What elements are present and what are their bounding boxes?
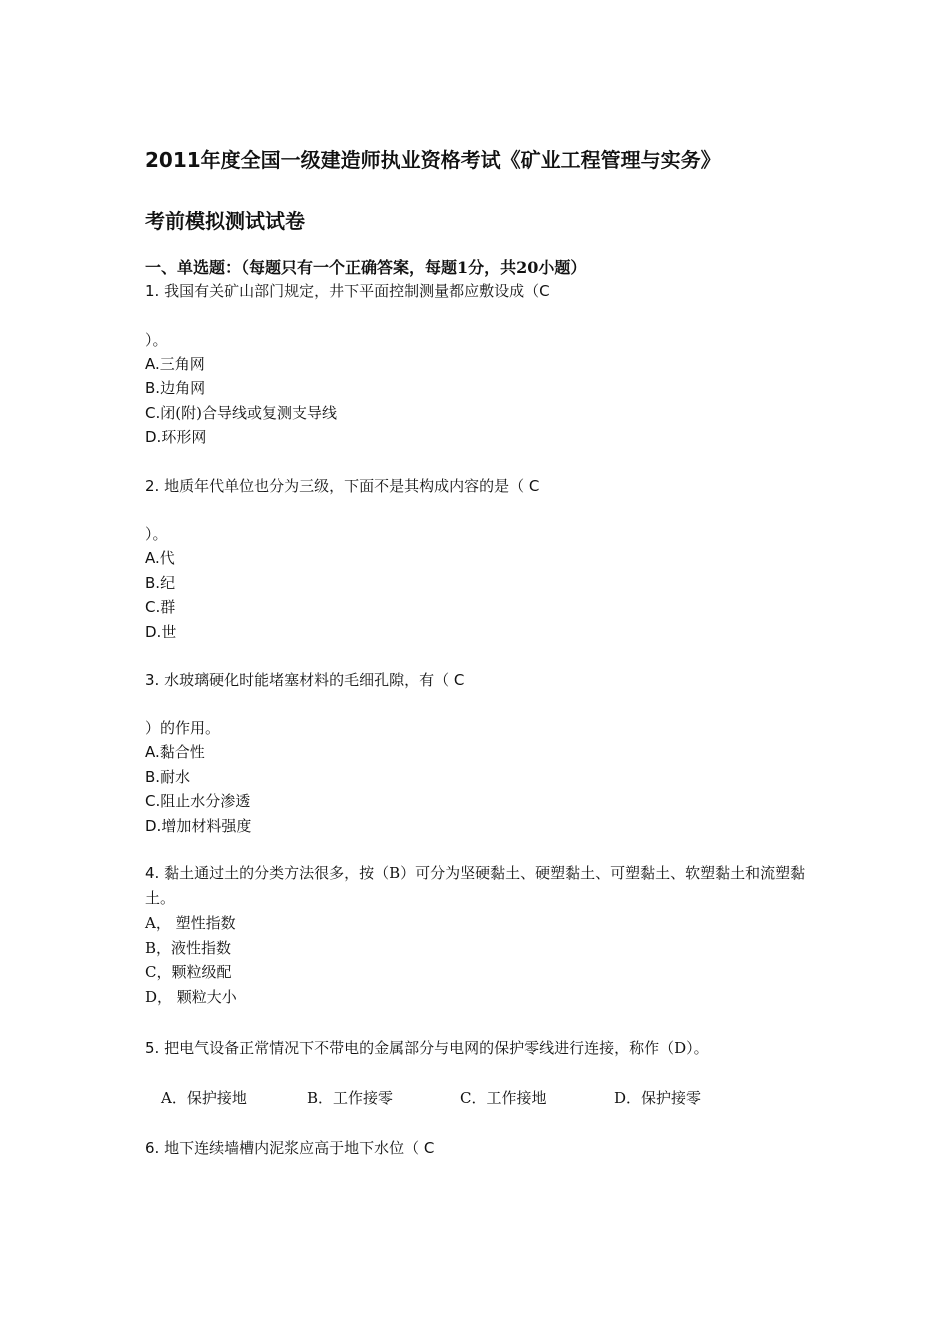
question-answer: C	[539, 282, 550, 300]
question-1-option-b: B.边角网	[145, 379, 206, 397]
question-text: 黏土通过土的分类方法很多，按（B）可分为坚硬黏土、硬塑黏土、可塑黏土、软塑黏土和流塑黏土。	[145, 864, 806, 907]
question-1-option-d: D.环形网	[145, 428, 207, 446]
question-5-option-a: A．保护接地	[161, 1089, 247, 1107]
question-4-option-a: A， 塑性指数	[145, 914, 236, 932]
question-3-option-b: B.耐水	[145, 768, 191, 786]
question-3-option-d: D.增加材料强度	[145, 817, 252, 835]
question-3-option-a: A.黏合性	[145, 743, 205, 761]
question-3-option-c: C.阻止水分渗透	[145, 792, 251, 810]
question-text: 地质年代单位也分为三级，下面不是其构成内容的是（	[159, 477, 529, 495]
question-5-option-b: B．工作接零	[307, 1089, 394, 1107]
question-4	[145, 861, 810, 911]
question-5	[145, 1037, 709, 1059]
question-text: 地下连续墙槽内泥浆应高于地下水位（	[159, 1139, 424, 1157]
question-5-option-c: C．工作接地	[460, 1089, 547, 1107]
question-4-option-c: C，颗粒级配	[145, 963, 232, 981]
question-5-option-d: D．保护接零	[614, 1089, 702, 1107]
question-4-option-d: D， 颗粒大小	[145, 988, 237, 1006]
question-number: 2.	[145, 477, 160, 495]
question-2-option-d: D.世	[145, 623, 177, 641]
question-1	[145, 280, 550, 302]
question-answer: C	[528, 477, 540, 495]
question-3-continuation: ）的作用。	[145, 719, 221, 737]
question-5-options	[161, 1087, 701, 1109]
question-3	[145, 669, 464, 691]
question-answer: C	[423, 1139, 435, 1157]
question-2-option-c: C.群	[145, 598, 176, 616]
document-page	[145, 0, 825, 1344]
question-1-continuation: ）。	[145, 331, 168, 349]
question-2-option-a: A.代	[145, 549, 175, 567]
question-number: 6.	[145, 1139, 160, 1157]
section-heading: 一、单选题：（每题只有一个正确答案，每题1分，共20小题）	[145, 258, 587, 277]
question-number: 5.	[145, 1039, 160, 1057]
question-number: 4.	[145, 864, 160, 882]
question-6	[145, 1137, 434, 1159]
question-2-continuation: ）。	[145, 525, 168, 543]
question-1-option-c: C.闭(附)合导线或复测支导线	[145, 404, 337, 422]
document-title-line-2: 考前模拟测试试卷	[145, 209, 305, 233]
question-2	[145, 475, 539, 497]
question-2-option-b: B.纪	[145, 574, 176, 592]
question-text: 水玻璃硬化时能堵塞材料的毛细孔隙，有（	[159, 671, 454, 689]
question-text: 我国有关矿山部门规定，井下平面控制测量都应敷设成（	[159, 282, 540, 300]
question-number: 3.	[145, 671, 160, 689]
question-1-option-a: A.三角网	[145, 355, 205, 373]
question-text: 把电气设备正常情况下不带电的金属部分与电网的保护零线进行连接，称作（D）。	[159, 1039, 709, 1057]
question-answer: C	[453, 671, 465, 689]
question-number: 1.	[145, 282, 160, 300]
document-title-line-1: 2011年度全国一级建造师执业资格考试《矿业工程管理与实务》	[145, 148, 721, 172]
question-4-option-b: B，液性指数	[145, 939, 232, 957]
